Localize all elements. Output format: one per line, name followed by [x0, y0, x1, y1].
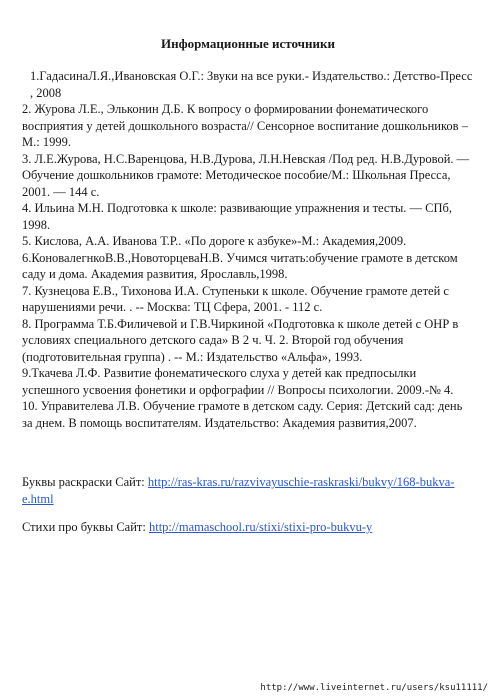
reference-item: 4. Ильина М.Н. Подготовка к школе: развивающие упражнения и тесты. — СПб, 1998.	[22, 201, 453, 232]
watermark-url: http://www.liveinternet.ru/users/ksu11111/	[260, 683, 488, 693]
link-row-poems	[22, 519, 474, 536]
reference-list	[22, 68, 474, 431]
link-section	[22, 474, 474, 548]
reference-item: 5. Кислова, А.А. Иванова Т.Р.. «По дороге к азбуке»-М.: Академия,2009.	[22, 234, 407, 248]
reference-item: 8. Программа Т.Б.Филичевой и Г.В.Чиркиной «Подготовка к школе детей с ОНР в условиях специального детского сада» В 2 ч. Ч. 2. Второй год обучения (подготовительная группа) . -- М.: Издательство «Альфа», 1993.	[22, 316, 459, 364]
reference-item: 3. Л.Е.Журова, Н.С.Варенцова, Н.В.Дурова, Л.Н.Невская /Под ред. Н.В.Дуровой. — Обучение дошкольников грамоте: Методическое пособие/М.: Школьная Пресса, 2001. — 144 с.	[22, 151, 470, 199]
reference-item: 9.Ткачева Л.Ф. Развитие фонематического слуха у детей как предпосылки успешного усвоения фонетики и орфографии // Вопросы психологии. 2009.-№ 4.	[22, 366, 454, 397]
reference-item: 1.ГадасинаЛ.Я.,Ивановская О.Г.: Звуки на все руки.- Издательство.: Детство-Пресс , 2008	[30, 69, 473, 100]
reference-item: 10. Управителева Л.В. Обучение грамоте в детском саду. Серия: Детский сад: день за днем. В помощь воспитателям. Издательство: Академия развития,2007.	[22, 399, 463, 430]
coloring-link[interactable]: http://ras-kras.ru/razvivayuschie-raskraski/bukvy/168-bukva-e.html	[22, 475, 455, 506]
link-row-coloring	[22, 474, 474, 507]
link-label: Стихи про буквы Сайт:	[22, 520, 149, 534]
reference-item: 2. Журова Л.Е., Эльконин Д.Б. К вопросу о формировании фонематического восприятия у детей дошкольного возраста// Сенсорное воспитание дошкольников – М.: 1999.	[22, 102, 468, 149]
poems-link[interactable]: http://mamaschool.ru/stixi/stixi-pro-bukvu-y	[148, 520, 373, 534]
link-label: Буквы раскраски Сайт:	[22, 475, 148, 489]
reference-item: 6.КоновалегнкоВ.В.,НовоторцеваН.В. Учимся читать:обучение грамоте в детском саду и дома. Академия развития, Ярославль,1998.	[22, 250, 458, 281]
reference-item: 7. Кузнецова Е.В., Тихонова И.А. Ступеньки к школе. Обучение грамоте детей с нарушениями речи. . -- Москва: ТЦ Сфера, 2001. - 112 с.	[22, 283, 449, 314]
page-title: Информационные источники	[161, 36, 335, 51]
